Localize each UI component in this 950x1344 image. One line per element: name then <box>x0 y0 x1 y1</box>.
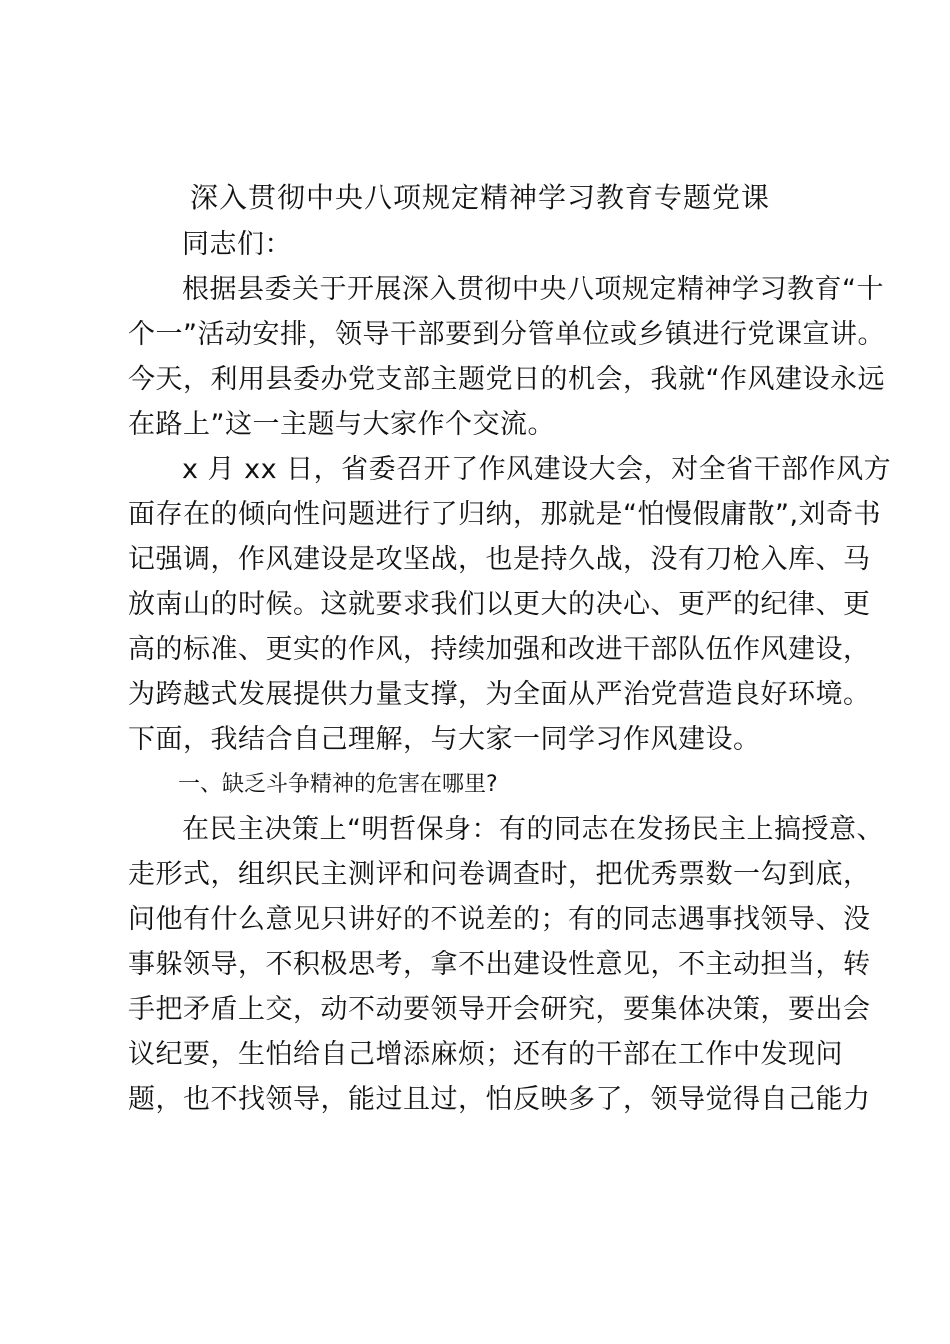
text-line: 事躲领导，不积极思考，拿不出建设性意见，不主动担当，转 <box>128 949 871 980</box>
section-heading: 一、缺乏斗争精神的危害在哪里? <box>178 772 498 797</box>
text-line: 为跨越式发展提供力量支撑，为全面从严治党营造良好环境。 <box>128 679 871 710</box>
text-line: 议纪要，生怕给自己增添麻烦；还有的干部在工作中发现问 <box>128 1039 843 1070</box>
text-line: 今天，利用县委办党支部主题党日的机会，我就“作风建设永远 <box>128 364 885 395</box>
text-line: 手把矛盾上交，动不动要领导开会研究，要集体决策，要出会 <box>128 994 871 1025</box>
document-body <box>128 222 892 1122</box>
text-line: 放南山的时候。这就要求我们以更大的决心、更严的纪律、更 <box>128 589 871 620</box>
text-line: 在路上”这一主题与大家作个交流。 <box>128 409 555 440</box>
text-line: 高的标准、更实的作风，持续加强和改进干部队伍作风建设， <box>128 634 871 665</box>
text-line: 记强调，作风建设是攻坚战，也是持久战，没有刀枪入库、马 <box>128 544 871 575</box>
text-line: 根据县委关于开展深入贯彻中央八项规定精神学习教育“十 <box>182 274 884 305</box>
text-line: 下面，我结合自己理解，与大家一同学习作风建设。 <box>128 724 761 755</box>
document-title: 深入贯彻中央八项规定精神学习教育专题党课 <box>189 181 770 214</box>
text-line: 在民主决策上“明哲保身：有的同志在发扬民主上搞授意、 <box>182 814 884 845</box>
text-line: 走形式，组织民主测评和问卷调查时，把优秀票数一勾到底， <box>128 859 871 890</box>
text-line: x 月 xx 日，省委召开了作风建设大会，对全省干部作风方 <box>182 454 892 485</box>
text-line: 题，也不找领导，能过且过，怕反映多了，领导觉得自己能力 <box>128 1084 871 1115</box>
salutation: 同志们： <box>182 229 292 260</box>
text-line: 个一”活动安排，领导干部要到分管单位或乡镇进行党课宣讲。 <box>128 319 885 350</box>
text-line: 面存在的倾向性问题进行了归纳，那就是“怕慢假庸散”,刘奇书 <box>128 499 882 530</box>
text-line: 问他有什么意见只讲好的不说差的；有的同志遇事找领导、没 <box>128 904 871 935</box>
